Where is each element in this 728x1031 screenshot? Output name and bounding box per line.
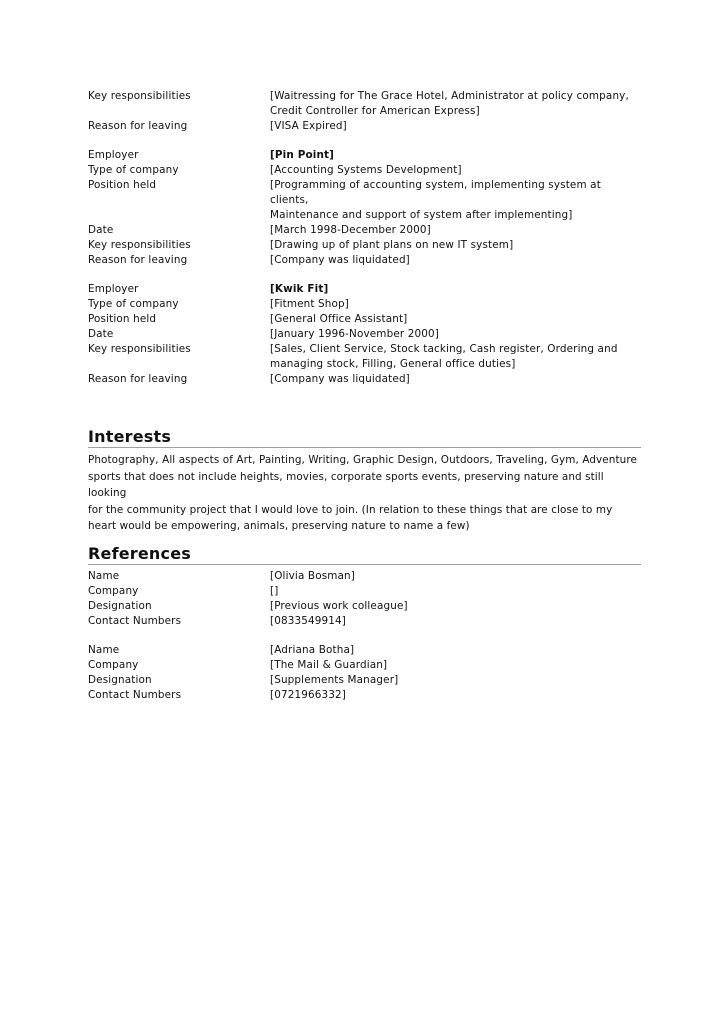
detail-row xyxy=(88,643,641,658)
references-section xyxy=(88,544,641,703)
field-value xyxy=(270,342,641,372)
interests-line: for the community project that I would love to join. (In relation to these things that are close to my xyxy=(88,503,613,516)
field-value: [March 1998-December 2000] xyxy=(270,224,431,236)
field-label: Contact Numbers xyxy=(88,688,182,701)
field-value: [January 1996-November 2000] xyxy=(270,328,439,340)
reference-contact: [0833549914] xyxy=(270,614,347,627)
field-value-line: Credit Controller for American Express] xyxy=(270,105,480,117)
employer-name: [Pin Point] xyxy=(270,149,335,161)
reference-contact: [0721966332] xyxy=(270,688,347,701)
section-title-interests: Interests xyxy=(88,427,172,446)
reference-entry-1 xyxy=(88,569,641,629)
field-value: [VISA Expired] xyxy=(270,120,347,132)
field-label: Company xyxy=(88,584,139,597)
reference-entry-2 xyxy=(88,643,641,703)
field-label: Employer xyxy=(88,149,139,161)
detail-row xyxy=(88,688,641,703)
field-value: [Drawing up of plant plans on new IT system] xyxy=(270,239,514,251)
field-value xyxy=(270,178,641,223)
field-label: Designation xyxy=(88,673,152,686)
interests-line: heart would be empowering, animals, preserving nature to name a few) xyxy=(88,520,470,533)
reference-company: [] xyxy=(270,584,279,597)
field-value-line: [Waitressing for The Grace Hotel, Administrator at policy company, xyxy=(270,90,629,102)
field-label: Contact Numbers xyxy=(88,614,182,627)
field-value: [Company was liquidated] xyxy=(270,254,410,266)
detail-row xyxy=(88,312,641,327)
field-label: Company xyxy=(88,658,139,671)
field-label: Designation xyxy=(88,599,152,612)
detail-row xyxy=(88,119,641,134)
detail-row xyxy=(88,297,641,312)
detail-row xyxy=(88,282,641,297)
resume-page xyxy=(88,89,641,717)
field-label: Date xyxy=(88,328,114,340)
detail-row xyxy=(88,673,641,688)
field-value-line: managing stock, Filling, General office duties] xyxy=(270,358,516,370)
interests-line: Photography, All aspects of Art, Painting, Writing, Graphic Design, Outdoors, Traveling, Gym, Adventure xyxy=(88,454,637,466)
section-title-references: References xyxy=(88,543,191,563)
employer-name: [Kwik Fit] xyxy=(270,283,329,295)
detail-row xyxy=(88,372,641,387)
field-label: Reason for leaving xyxy=(88,254,188,266)
field-label: Name xyxy=(88,569,120,582)
section-divider xyxy=(88,447,641,448)
field-value: [Company was liquidated] xyxy=(270,373,410,385)
field-label: Date xyxy=(88,224,114,236)
detail-row xyxy=(88,342,641,372)
interests-line: sports that does not include heights, movies, corporate sports events, preserving nature and still looking xyxy=(88,470,604,500)
detail-row xyxy=(88,599,641,614)
reference-designation: [Supplements Manager] xyxy=(270,673,399,686)
field-value: [General Office Assistant] xyxy=(270,313,408,325)
detail-row xyxy=(88,658,641,673)
interests-text xyxy=(88,452,641,535)
employment-entry-1 xyxy=(88,89,641,134)
detail-row xyxy=(88,238,641,253)
detail-row xyxy=(88,148,641,163)
detail-row xyxy=(88,614,641,629)
field-value: [Fitment Shop] xyxy=(270,298,349,310)
detail-row xyxy=(88,178,641,223)
field-value-line: Maintenance and support of system after implementing] xyxy=(270,209,573,221)
field-label: Position held xyxy=(88,313,157,325)
detail-row xyxy=(88,163,641,178)
field-label: Key responsibilities xyxy=(88,343,191,355)
section-divider xyxy=(88,564,641,565)
field-label: Key responsibilities xyxy=(88,90,191,102)
employment-entry-3 xyxy=(88,282,641,387)
detail-row xyxy=(88,584,641,599)
field-value: [Accounting Systems Development] xyxy=(270,164,462,176)
field-value-line: [Sales, Client Service, Stock tacking, Cash register, Ordering and xyxy=(270,343,618,355)
reference-name: [Adriana Botha] xyxy=(270,643,355,656)
detail-row xyxy=(88,89,641,119)
field-label: Type of company xyxy=(88,298,179,310)
reference-company: [The Mail & Guardian] xyxy=(270,658,388,671)
reference-name: [Olivia Bosman] xyxy=(270,569,355,582)
field-label: Reason for leaving xyxy=(88,120,188,132)
detail-row xyxy=(88,569,641,584)
detail-row xyxy=(88,253,641,268)
field-value-line: [Programming of accounting system, implementing system at clients, xyxy=(270,179,601,206)
employment-entry-2 xyxy=(88,148,641,268)
field-value xyxy=(270,89,641,119)
detail-row xyxy=(88,223,641,238)
interests-section xyxy=(88,427,641,535)
field-label: Name xyxy=(88,643,120,656)
reference-designation: [Previous work colleague] xyxy=(270,599,408,612)
field-label: Employer xyxy=(88,283,139,295)
field-label: Reason for leaving xyxy=(88,373,188,385)
field-label: Position held xyxy=(88,179,157,191)
field-label: Type of company xyxy=(88,164,179,176)
field-label: Key responsibilities xyxy=(88,239,191,251)
detail-row xyxy=(88,327,641,342)
